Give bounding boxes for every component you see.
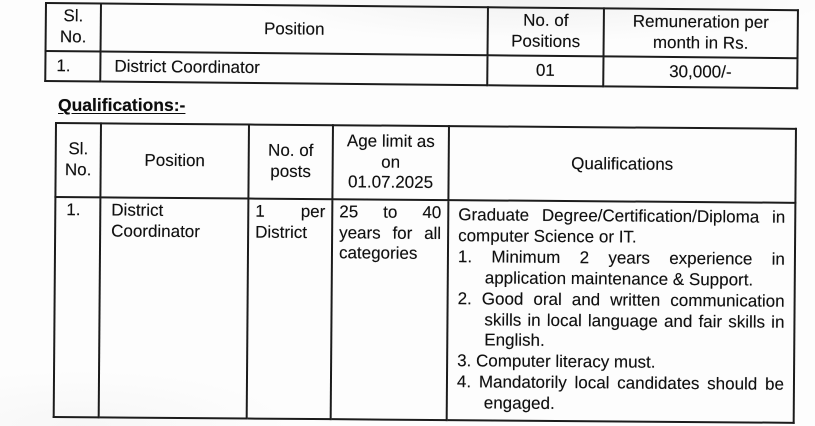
positions-table-wrapper: [44, 2, 797, 89]
qualifications-cell-qualifications: [447, 200, 796, 423]
qualification-item-4: 4. Mandatorily local candidates should be engaged.: [456, 372, 785, 413]
qualifications-header-no-of-posts: No. of posts: [248, 125, 333, 200]
positions-header-sl-no: Sl. No.: [46, 3, 101, 52]
qualifications-header-age-limit: Age limit as on 01.07.2025: [332, 125, 449, 200]
qualifications-header-position: Position: [100, 123, 249, 198]
qualifications-header-qualifications: Qualifications: [448, 126, 796, 203]
positions-cell-sl-no: 1.: [45, 51, 100, 82]
qualification-item-2: 2. Good oral and written communication skills in local language and fair skills in English.: [457, 289, 785, 351]
positions-header-remuneration: Remuneration per month in Rs.: [604, 8, 798, 58]
positions-header-position: Position: [101, 4, 488, 56]
table-row: [45, 51, 797, 88]
qualifications-intro-text: Graduate Degree/Certification/Diploma in computer Science or IT.: [458, 205, 786, 247]
qualifications-table-wrapper: [53, 122, 795, 424]
qualification-item-3: 3. Computer literacy must.: [457, 351, 656, 372]
qualifications-cell-sl-no: 1.: [54, 197, 101, 417]
positions-cell-remuneration: 30,000/-: [603, 56, 797, 88]
qualifications-cell-no-of-posts: 1 per District: [247, 199, 333, 420]
positions-table-header-row: [46, 3, 798, 58]
positions-header-no-of-positions: No. of Positions: [488, 7, 604, 56]
positions-cell-no-of-positions: 01: [487, 55, 603, 86]
qualifications-cell-age-limit: 25 to 40 years for all categories: [331, 199, 449, 420]
positions-cell-position: District Coordinator: [100, 52, 487, 86]
positions-summary-table: [44, 2, 799, 89]
qualifications-heading: Qualifications:-: [58, 95, 186, 115]
qualifications-table-header-row: [55, 123, 796, 203]
table-row: [54, 197, 796, 423]
qualifications-cell-position: District Coordinator: [99, 197, 249, 418]
qualifications-table: [53, 122, 797, 424]
qualification-item-1: 1. Minimum 2 years experience in application maintenance & Support.: [457, 247, 786, 290]
qualifications-header-sl-no: Sl. No.: [55, 123, 101, 197]
